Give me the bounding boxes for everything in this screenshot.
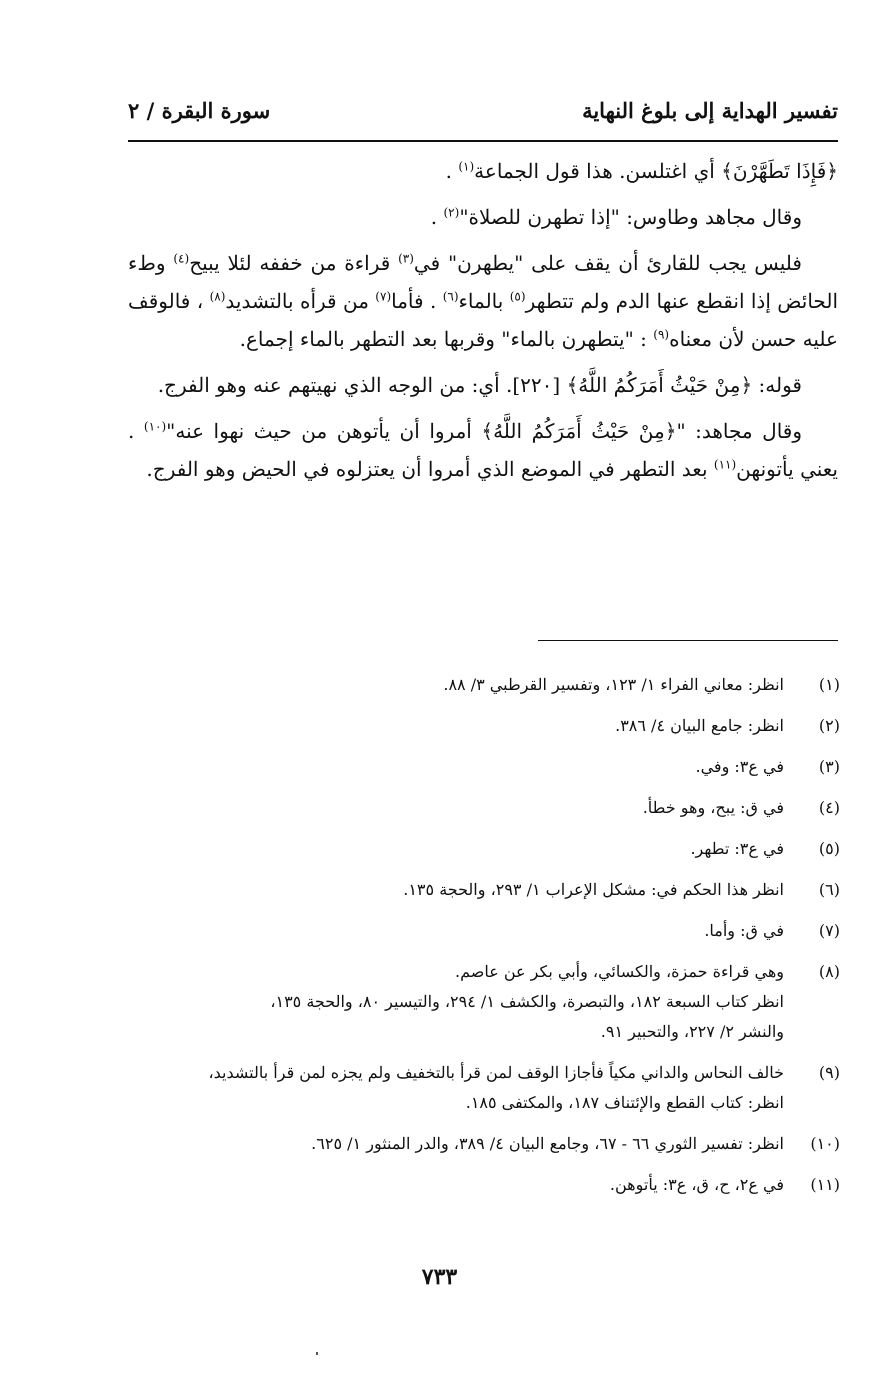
footnote-ref[interactable]: (٥) [509, 289, 526, 304]
main-text [128, 152, 838, 496]
footnote-text: وهي قراءة حمزة، والكسائي، وأبي بكر عن عاصم. [455, 962, 784, 981]
header-divider [128, 140, 838, 142]
footnote-ref[interactable]: (٤) [173, 251, 190, 266]
footnote-ref[interactable]: (٣) [398, 251, 414, 266]
text-segment: . فأما [391, 289, 443, 313]
text-segment: أمروا أن يأتوهن من حيث نهوا عنه" [166, 419, 482, 443]
surah-label: سورة البقرة / ٢ [128, 98, 271, 123]
text-segment: بعد التطهر في الموضع الذي أمروا أن يعتزلوه في الحيض وهو الفرج. [146, 457, 714, 481]
footnote-number: (٢) [818, 716, 840, 735]
footnote-text: انظر كتاب السبعة ١٨٢، والتبصرة، والكشف ١/ ٢٩٤، والتيسير ٨٠، والحجة ١٣٥، [270, 992, 784, 1011]
scan-speck [316, 1352, 318, 1355]
quran-verse: ﴿مِنْ حَيْثُ أَمَرَكُمُ اللَّهُ﴾ [566, 373, 753, 397]
text-segment: قوله: [752, 373, 802, 397]
footnote-ref[interactable]: (٨) [209, 289, 226, 304]
text-segment: . يعني يأتونهن [128, 419, 838, 481]
footnote-item [128, 670, 840, 700]
paragraph-3 [128, 244, 838, 358]
footnote-number: (٥) [818, 839, 840, 858]
footnote-number: (١) [818, 675, 840, 694]
footnote-ref[interactable]: (٧) [375, 289, 392, 304]
footnote-item [128, 711, 840, 741]
paragraph-4 [128, 366, 838, 404]
footnote-item [128, 793, 840, 823]
text-segment: وطء الحائض إذا انقطع عنها الدم ولم تتطهر [128, 251, 838, 313]
text-segment: . [430, 205, 444, 229]
footnote-ref[interactable]: (١١) [713, 457, 737, 472]
footnote-text: والنشر ٢/ ٢٢٧، والتحبير ٩١. [600, 1022, 784, 1041]
running-header [128, 98, 838, 132]
footnote-text: في ق: يبح، وهو خطأ. [642, 798, 784, 817]
footnote-number: (٨) [818, 962, 840, 981]
footnote-text: انظر: جامع البيان ٤/ ٣٨٦. [615, 716, 784, 735]
text-segment: [٢٢٠]. أي: من الوجه الذي نهيتهم عنه وهو الفرج. [157, 373, 567, 397]
footnote-item [128, 1170, 840, 1200]
footnote-item [128, 1129, 840, 1159]
text-segment: فليس يجب للقارئ أن يقف على "يطهرن" في [413, 251, 802, 275]
footnotes-section [128, 670, 840, 1211]
text-segment: أي اغتلسن. هذا قول الجماعة [474, 159, 722, 183]
book-title: تفسير الهداية إلى بلوغ النهاية [582, 98, 838, 123]
footnote-item [128, 834, 840, 864]
text-segment: : "يتطهرن بالماء" وقربها بعد التطهر بالماء إجماع. [239, 327, 654, 351]
footnote-text: في ع٢، ح، ق، ع٣: يأتوهن. [609, 1175, 784, 1194]
footnote-item [128, 752, 840, 782]
footnote-item [128, 875, 840, 905]
text-segment: وقال مجاهد: " [676, 419, 803, 443]
footnote-ref[interactable]: (١) [458, 159, 475, 174]
footnote-item [128, 1058, 840, 1118]
footnote-text: خالف النحاس والداني مكياً فأجازا الوقف لمن قرأ بالتخفيف ولم يجزه لمن قرأ بالتشديد، [208, 1063, 784, 1082]
paragraph-2 [128, 198, 838, 236]
footnote-number: (١١) [810, 1175, 840, 1194]
footnote-ref[interactable]: (٢) [443, 205, 460, 220]
footnote-number: (٦) [818, 880, 840, 899]
footnote-item [128, 916, 840, 946]
footnote-text: انظر: تفسير الثوري ٦٦ - ٦٧، وجامع البيان ٤/ ٣٨٩، والدر المنثور ١/ ٦٢٥. [311, 1134, 784, 1153]
footnote-ref[interactable]: (٩) [653, 327, 670, 342]
footnote-ref[interactable]: (٦) [442, 289, 459, 304]
text-segment: وقال مجاهد وطاوس: "إذا تطهرن للصلاة" [459, 205, 802, 229]
footnote-text: انظر: معاني الفراء ١/ ١٢٣، وتفسير القرطبي ٣/ ٨٨. [443, 675, 784, 694]
footnote-number: (٤) [818, 798, 840, 817]
text-segment: قراءة من خففه لئلا يبيح [189, 251, 399, 275]
footnote-number: (١٠) [810, 1134, 840, 1153]
text-segment: بالماء [458, 289, 510, 313]
footnote-text: في ق: وأما. [704, 921, 784, 940]
footnote-text: انظر هذا الحكم في: مشكل الإعراب ١/ ٢٩٣، والحجة ١٣٥. [403, 880, 784, 899]
text-segment: ، فالوقف عليه حسن لأن معناه [128, 289, 838, 351]
text-segment: . [445, 159, 459, 183]
footnote-item [128, 957, 840, 1047]
page-number: ٧٣٣ [421, 1264, 458, 1290]
footnote-number: (٩) [818, 1063, 840, 1082]
footnote-ref[interactable]: (١٠) [143, 419, 167, 434]
paragraph-1 [128, 152, 838, 190]
paragraph-5 [128, 412, 838, 488]
footnote-divider [538, 640, 838, 641]
footnote-number: (٣) [818, 757, 840, 776]
quran-verse: ﴿مِنْ حَيْثُ أَمَرَكُمُ اللَّهُ﴾ [481, 419, 677, 443]
footnote-text: في ع٣: وفي. [695, 757, 784, 776]
footnote-text: انظر: كتاب القطع والإئتناف ١٨٧، والمكتفى ١٨٥. [465, 1093, 784, 1112]
footnote-number: (٧) [818, 921, 840, 940]
quran-verse: ﴿فَإِذَا تَطَهَّرْنَ﴾ [721, 159, 838, 183]
footnote-text: في ع٣: تطهر. [690, 839, 784, 858]
text-segment: من قرأه بالتشديد [225, 289, 376, 313]
